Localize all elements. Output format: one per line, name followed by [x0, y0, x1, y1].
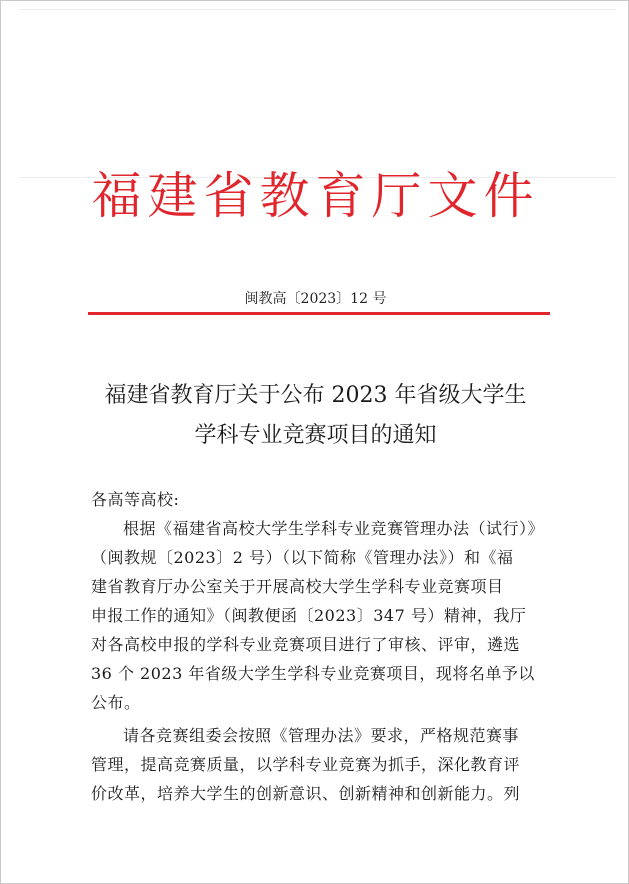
notice-body	[91, 485, 557, 808]
document-number: 闽教高〔2023〕12 号	[244, 291, 387, 307]
red-separator-rule	[88, 312, 550, 315]
body-line: 对各高校申报的学科专业竞赛项目进行了审核、评审，遴选	[91, 635, 521, 654]
body-line: 公布。	[91, 693, 141, 712]
notice-title-line-1: 福建省教育厅关于公布 2023 年省级大学生	[104, 383, 527, 408]
body-line: （闽教规〔2023〕2 号）（以下简称《管理办法》）和《福	[91, 548, 514, 567]
body-line: 36 个 2023 年省级大学生学科专业竞赛项目，现将名单予以	[91, 664, 535, 683]
addressee: 各高等高校:	[91, 490, 180, 509]
body-line: 价改革，培养大学生的创新意识、创新精神和创新能力。列	[91, 784, 521, 803]
body-line: 申报工作的通知》（闽教便函〔2023〕347 号）精神，我厅	[91, 606, 527, 625]
body-line: 请各竞赛组委会按照《管理办法》要求，严格规范赛事	[123, 726, 520, 745]
body-line: 建省教育厅办公室关于开展高校大学生学科专业竞赛项目	[91, 577, 504, 596]
notice-title-line-2: 学科专业竞赛项目的通知	[194, 423, 437, 448]
scan-border-top	[19, 9, 615, 10]
document-masthead: 福建省教育厅文件	[91, 167, 540, 225]
body-line: 根据《福建省高校大学生学科专业竞赛管理办法（试行）》	[123, 519, 545, 538]
notice-title	[1, 376, 629, 456]
body-line: 管理，提高竞赛质量，以学科专业竞赛为抓手，深化教育评	[91, 755, 521, 774]
